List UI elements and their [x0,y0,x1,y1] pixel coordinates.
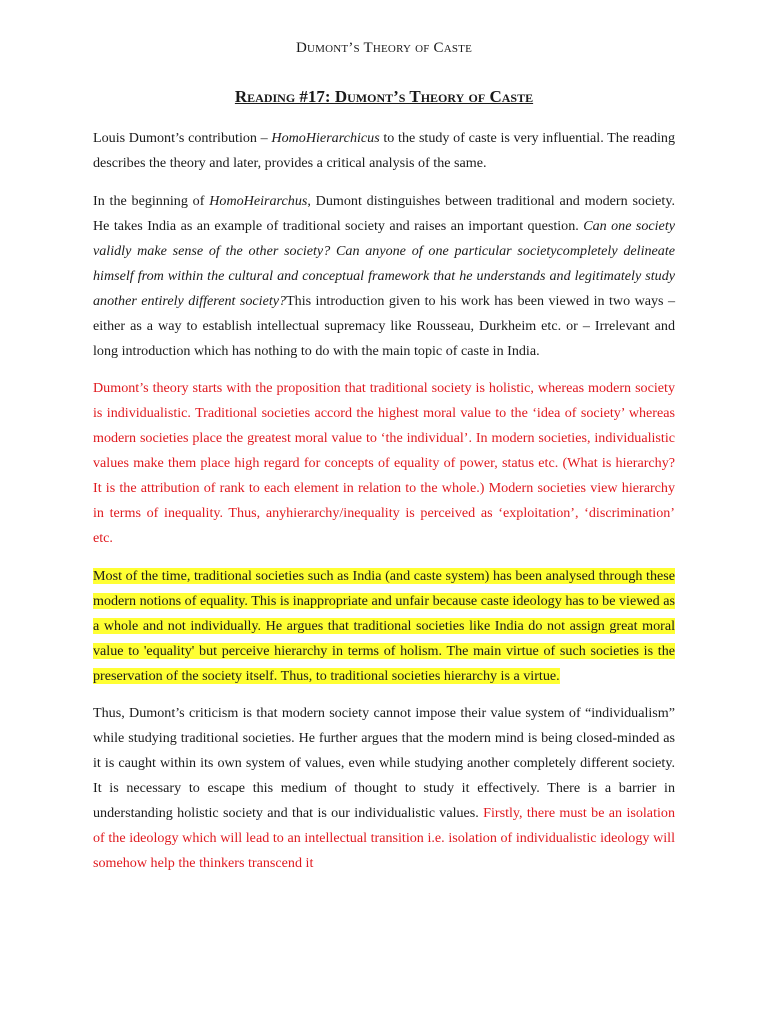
p5-red-text: Firstly, there must be an isolation of the ideology which will lead to an intellectual transition i.e. isolation of individualistic ideology will somehow help the thinkers transcend it [93,805,675,871]
book-title-italic-2: HomoHeirarchus [209,192,308,209]
paragraph-beginning [93,189,675,364]
question-italic: Can one society validly make sense of the other society? Can anyone of one particular societycompletely delineate himself from within the cultural and conceptual framework that he understands and legitimately study another entirely different society? [93,217,675,309]
p2-text-c: , Dumont distinguishes between traditional and modern society. He takes India as an example of traditional society and raises an important question. [93,192,675,234]
paragraph-theory-red: Dumont’s theory starts with the proposition that traditional society is holistic, whereas modern society is individualistic. Traditional societies accord the highest moral value to the ‘idea of society’ whereas modern societies place the greatest moral value to ‘the individual’. In modern societies, individualistic values make them place high regard for concepts of equality of power, status etc. (What is hierarchy? It is the attribution of rank to each element in relation to the whole.) Modern societies view hierarchy in terms of inequality. Thus, anyhierarchy/inequality is perceived as ‘exploitation’, ‘discrimination’ etc. [93,380,675,546]
document-title: Reading #17: Dumont’s Theory of Caste [234,87,534,106]
p2-text-a: In the beginning of [93,192,210,209]
paragraph-highlighted [93,564,675,689]
running-header: Dumont’s Theory of Caste [295,40,473,56]
p2-text-e: This introduction given to his work has been viewed in two ways – either as a way to establish intellectual supremacy like Rousseau, Durkheim etc. or – Irrelevant and long introduction which has nothing to do with the main topic of caste in India. [93,292,676,359]
p5-text-a: Thus, Dumont’s criticism is that modern society cannot impose their value system of “individualism” while studying traditional societies. He further argues that the modern mind is being closed-minded as it is caught within its own system of values, even while studying another completely different society. It is necessary to escape this medium of thought to study it effectively. There is a barrier in understanding holistic society and that is our individualistic values. [93,705,675,821]
document-body [93,126,675,889]
book-title-italic: HomoHierarchicus [271,130,380,146]
p1-text-c: to the study of caste is very influential. The reading describes the theory and later, provides a critical analysis of the same. [93,130,676,171]
highlighted-text: Most of the time, traditional societies such as India (and caste system) has been analysed through these modern notions of equality. This is inappropriate and unfair because caste ideology has to be viewed as a whole and not individually. He argues that traditional societies like India do not assign great moral value to 'equality' but perceive hierarchy in terms of holism. The main virtue of such societies is the preservation of the society itself. Thus, to traditional societies hierarchy is a virtue. [93,567,675,684]
paragraph-intro [93,126,675,176]
paragraph-criticism [93,701,675,876]
p1-text-a: Louis Dumont’s contribution – [93,130,272,146]
